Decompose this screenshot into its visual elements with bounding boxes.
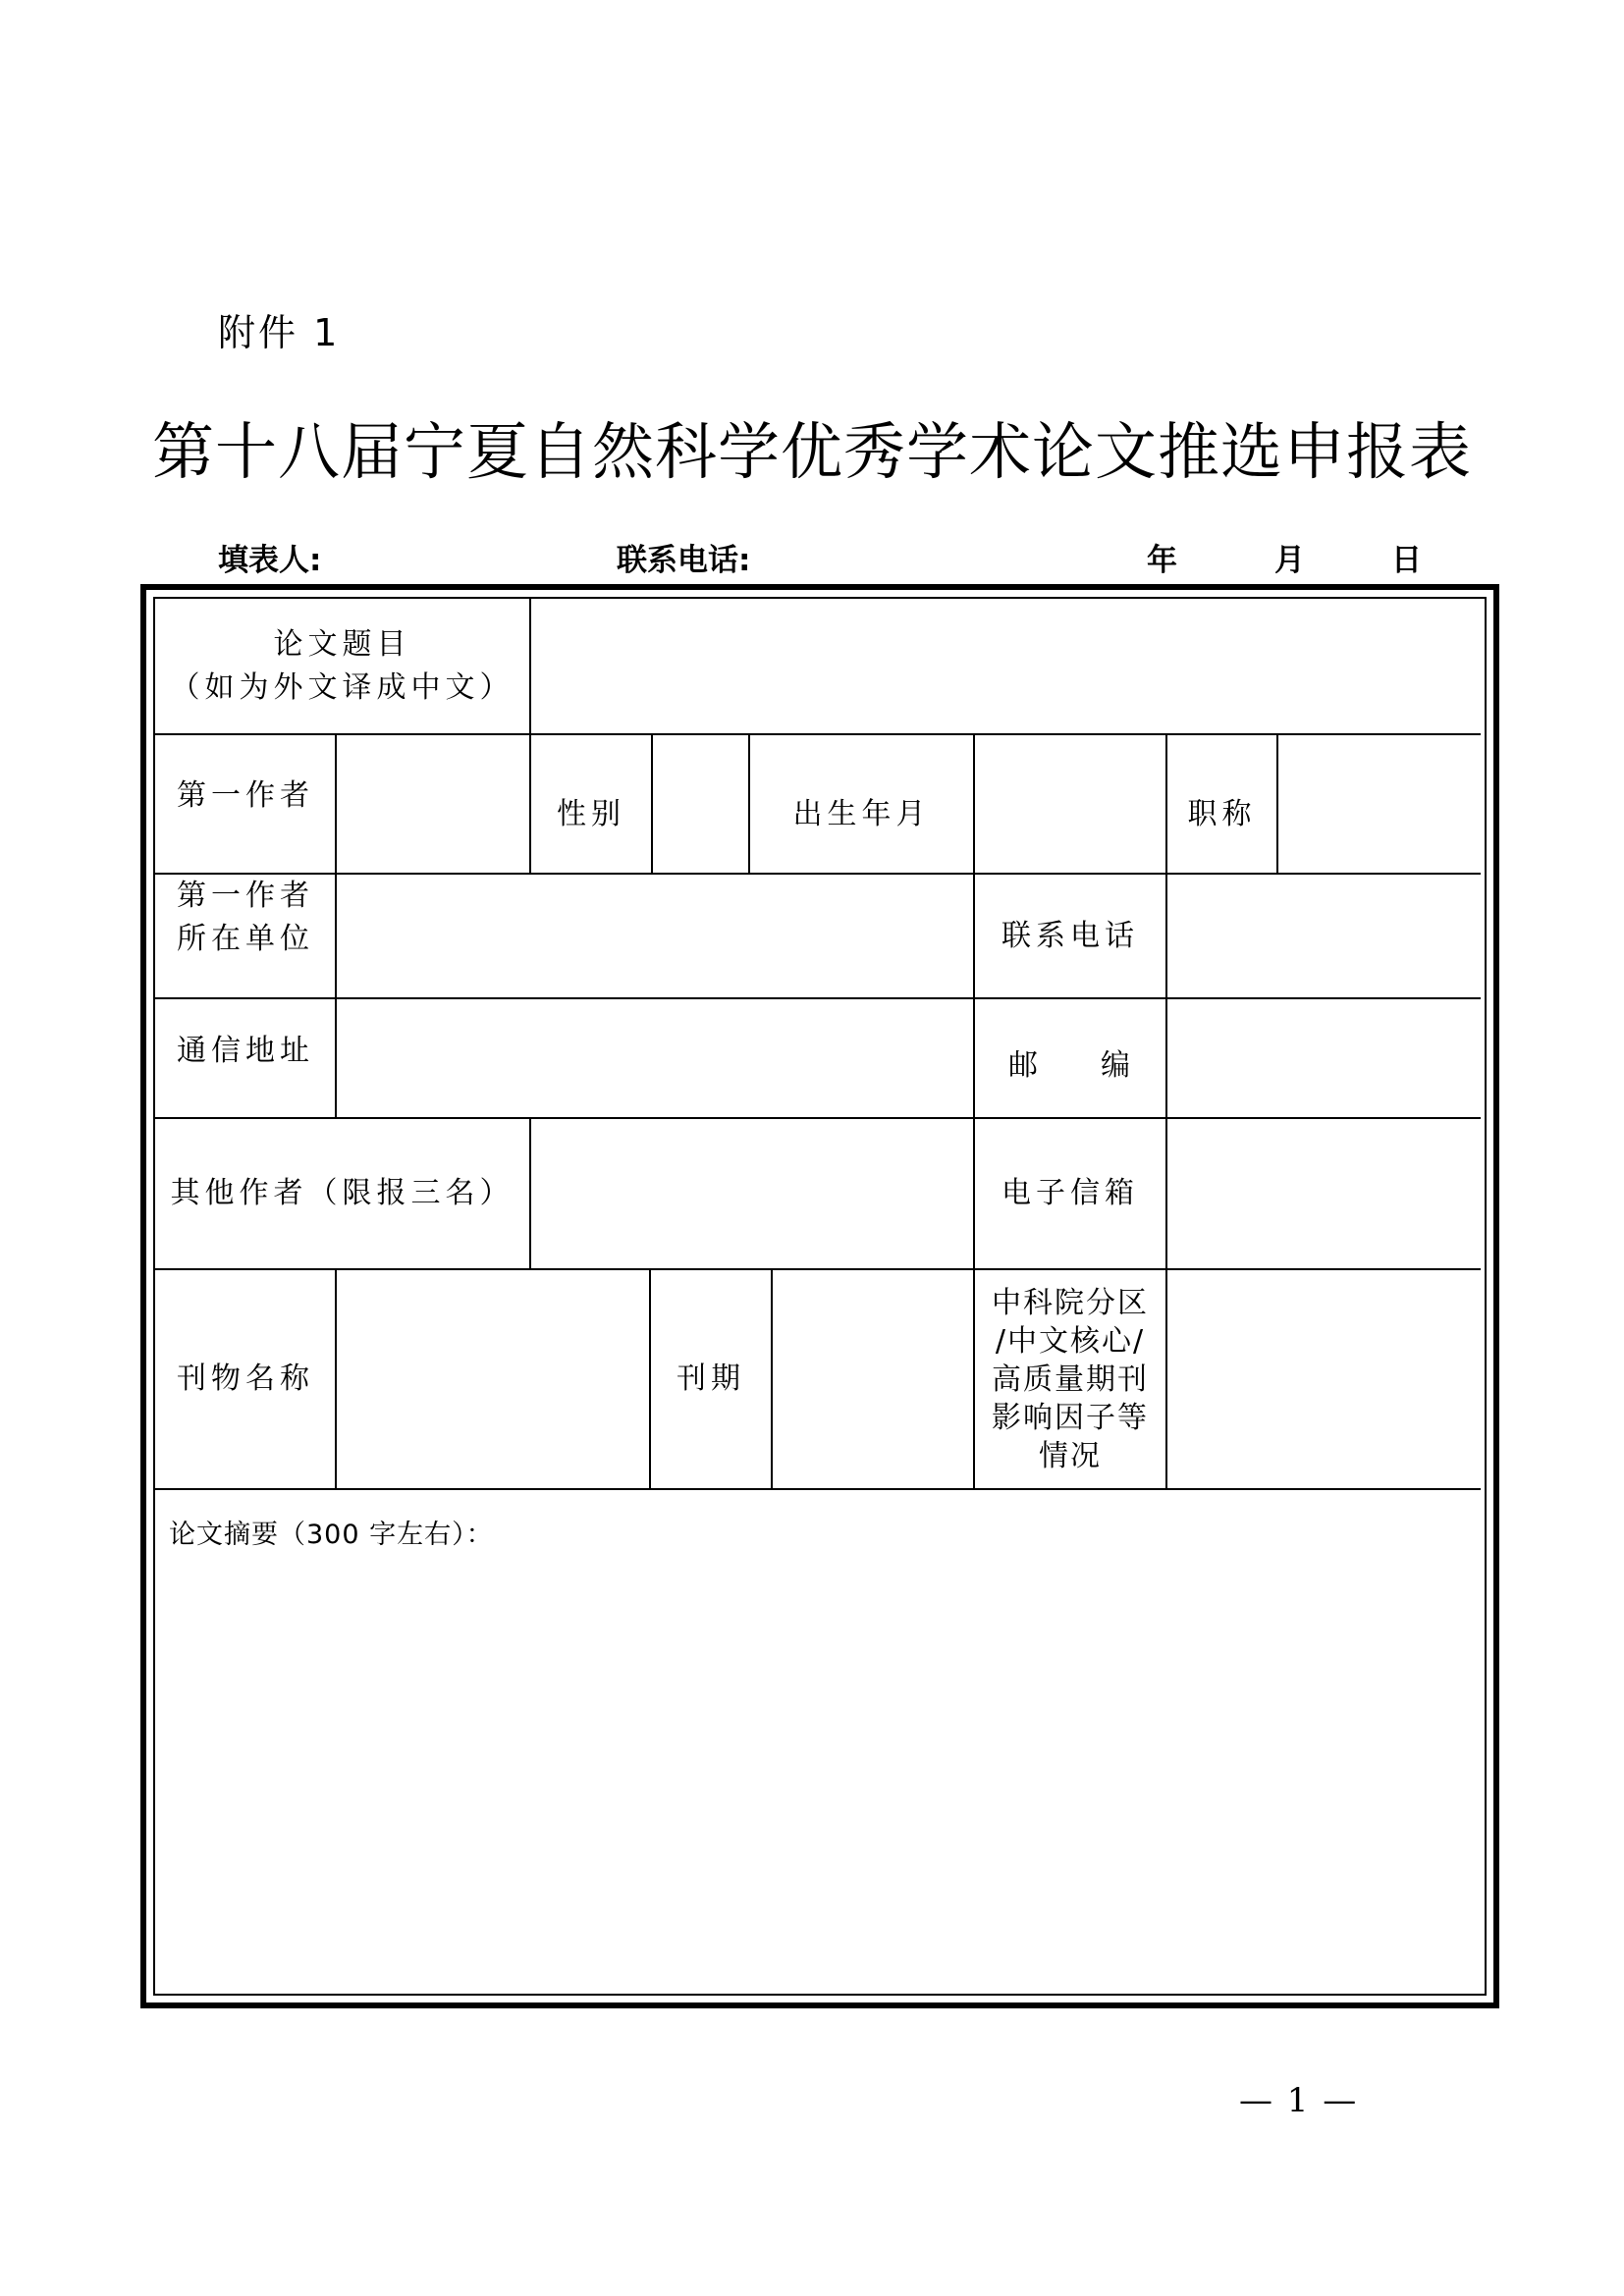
affiliation-label-line2: 所在单位 (177, 921, 314, 956)
month-label: 月 (1274, 543, 1305, 578)
postcode-label (975, 999, 1165, 1117)
other-authors-field[interactable] (531, 1119, 973, 1268)
journal-rank-line4: 影响因子等 (992, 1400, 1149, 1435)
postcode-label-char2: 编 (1101, 1048, 1130, 1084)
address-field[interactable] (337, 999, 973, 1117)
paper-title-label-cell (155, 599, 529, 733)
journal-rank-field[interactable] (1167, 1270, 1481, 1488)
birth-date-label: 出生年月 (792, 796, 931, 831)
job-title-label: 职称 (1187, 796, 1257, 831)
job-title-field[interactable] (1278, 735, 1481, 873)
header-phone-label: 联系电话: (617, 543, 751, 578)
page-number: — 1 — (1239, 2081, 1359, 2120)
contact-phone-label: 联系电话 (1001, 918, 1139, 953)
filler-label: 填表人: (218, 543, 322, 578)
journal-rank-line2: /中文核心/ (995, 1323, 1146, 1359)
journal-rank-line3: 高质量期刊 (992, 1362, 1149, 1397)
abstract-label: 论文摘要（300 字左右）： (169, 1520, 494, 1550)
other-authors-label: 其他作者（限报三名） (170, 1176, 514, 1211)
paper-title-field[interactable] (531, 599, 1481, 733)
gender-field[interactable] (653, 735, 748, 873)
affiliation-label-cell (155, 875, 335, 997)
postcode-label-char1: 邮 (1008, 1048, 1038, 1084)
birth-date-field[interactable] (975, 735, 1165, 873)
day-label: 日 (1391, 543, 1422, 578)
postcode-field[interactable] (1167, 999, 1481, 1117)
address-label: 通信地址 (177, 1033, 314, 1068)
issue-field[interactable] (773, 1270, 973, 1488)
email-label: 电子信箱 (1001, 1176, 1139, 1211)
first-author-field[interactable] (337, 735, 529, 873)
journal-rank-line5: 情况 (1039, 1438, 1102, 1473)
first-author-label: 第一作者 (177, 778, 314, 814)
issue-label: 刊期 (677, 1362, 745, 1397)
journal-name-label: 刊物名称 (177, 1362, 314, 1397)
affiliation-field[interactable] (337, 875, 973, 997)
paper-title-note: （如为外文译成中文） (170, 669, 514, 705)
journal-rank-label-cell (975, 1270, 1165, 1488)
form-grid (153, 597, 1487, 1996)
application-form (140, 584, 1499, 2008)
attachment-label: 附件 1 (218, 311, 341, 354)
abstract-area[interactable] (155, 1490, 1481, 1990)
paper-title-label: 论文题目 (273, 627, 411, 662)
email-field[interactable] (1167, 1119, 1481, 1268)
journal-name-field[interactable] (337, 1270, 649, 1488)
year-label: 年 (1147, 543, 1177, 578)
journal-rank-line1: 中科院分区 (992, 1285, 1149, 1320)
gender-label: 性别 (557, 796, 625, 831)
affiliation-label-line1: 第一作者 (177, 879, 314, 913)
page-title: 第十八届宁夏自然科学优秀学术论文推选申报表 (152, 416, 1472, 488)
contact-phone-field[interactable] (1167, 875, 1481, 997)
